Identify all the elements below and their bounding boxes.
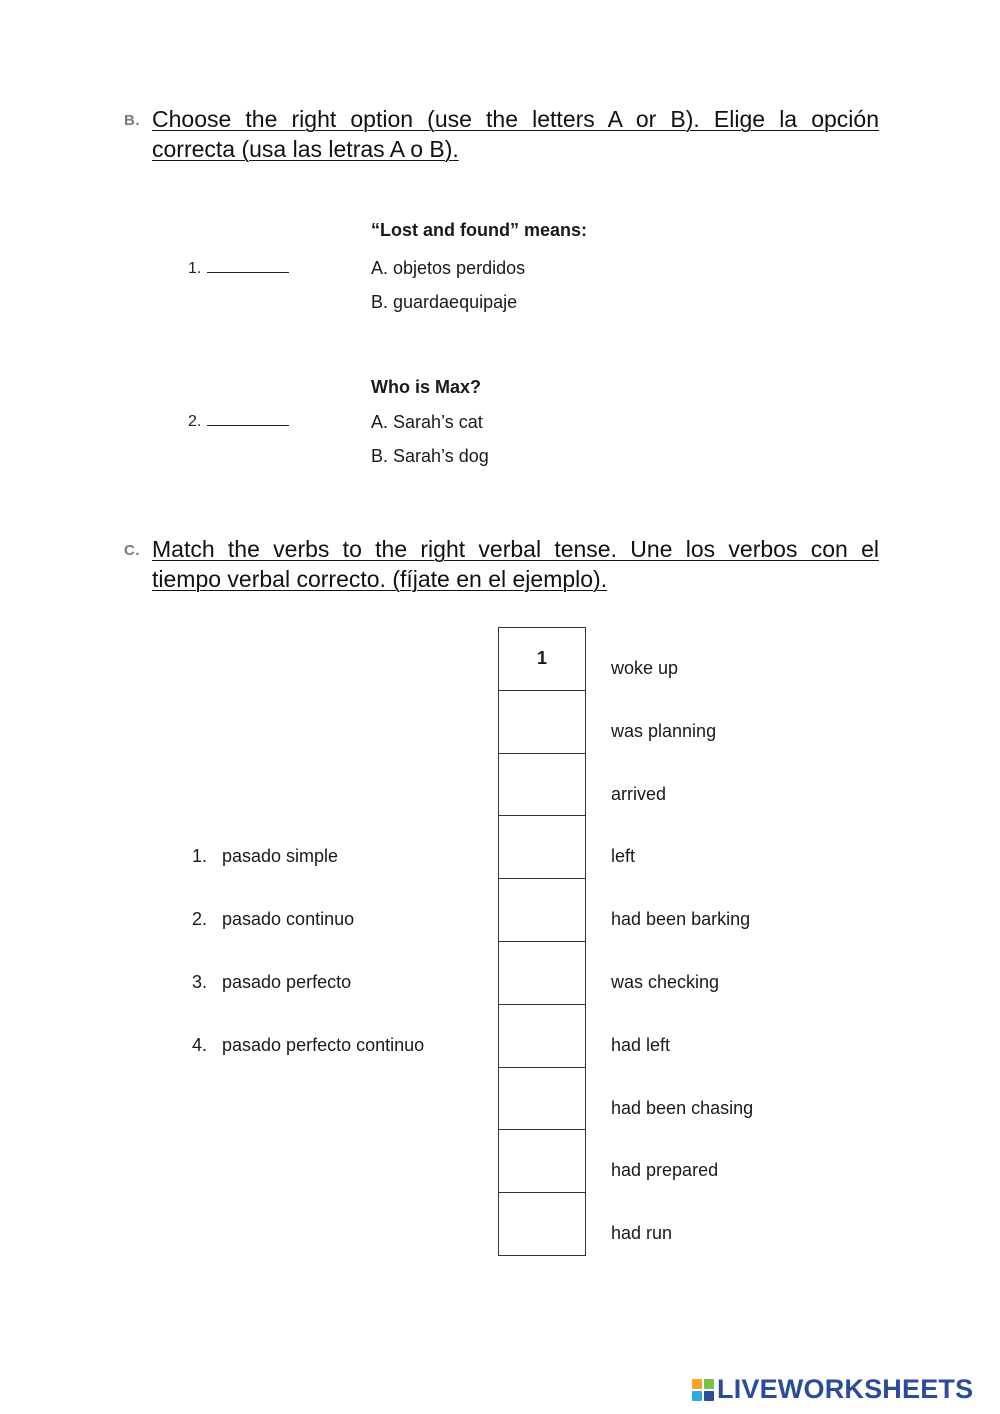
tense-number: 3. bbox=[192, 972, 208, 992]
section-c-letter: C. bbox=[124, 542, 140, 559]
verb-item: arrived bbox=[611, 783, 667, 804]
answer-box-3[interactable] bbox=[499, 753, 586, 816]
verb-item: had prepared bbox=[611, 1160, 719, 1181]
answer-box-9[interactable] bbox=[499, 1130, 586, 1193]
verb-item: left bbox=[611, 846, 636, 867]
liveworksheets-logo-text: LIVEWORKSHEETS bbox=[717, 1374, 974, 1404]
tense-item-1 bbox=[192, 846, 338, 867]
liveworksheets-logo bbox=[692, 1374, 973, 1405]
answer-box-6[interactable] bbox=[499, 941, 586, 1004]
section-c-instruction bbox=[152, 534, 879, 594]
section-c-instruction-line2: tiempo verbal correcto. (fíjate en el ejemplo). bbox=[152, 566, 608, 592]
tense-number: 1. bbox=[192, 846, 208, 866]
question-2-blank[interactable] bbox=[207, 411, 289, 426]
tense-number: 2. bbox=[192, 909, 208, 929]
logo-square bbox=[704, 1379, 714, 1389]
question-2-title: Who is Max? bbox=[371, 377, 482, 397]
tense-label: pasado perfecto bbox=[222, 972, 352, 992]
question-1-title: “Lost and found” means: bbox=[371, 220, 587, 240]
verb-item: had left bbox=[611, 1034, 671, 1055]
tense-label: pasado simple bbox=[222, 846, 339, 866]
logo-square bbox=[692, 1391, 702, 1401]
liveworksheets-logo-icon bbox=[692, 1379, 714, 1401]
answer-box-7[interactable] bbox=[499, 1004, 586, 1067]
question-2-option-a: A. Sarah’s cat bbox=[371, 412, 483, 432]
answer-box-1[interactable]: 1 bbox=[499, 628, 586, 691]
answer-box-8[interactable] bbox=[499, 1067, 586, 1130]
tense-label: pasado perfecto continuo bbox=[222, 1035, 425, 1055]
tense-item-3 bbox=[192, 972, 351, 993]
verb-item: had been chasing bbox=[611, 1097, 754, 1118]
question-1-option-a: A. objetos perdidos bbox=[371, 258, 526, 278]
question-1-number: 1. bbox=[188, 260, 202, 277]
question-2-option-b: B. Sarah’s dog bbox=[371, 446, 489, 466]
verb-item: had run bbox=[611, 1223, 673, 1244]
section-b-instruction-line1: Choose the right option (use the letters A or B). Elige la opción bbox=[152, 106, 879, 132]
answer-box-10[interactable] bbox=[499, 1193, 586, 1256]
section-b-instruction-line2: correcta (usa las letras A o B). bbox=[152, 136, 459, 162]
question-1-option-b: B. guardaequipaje bbox=[371, 292, 518, 312]
answer-box-5[interactable] bbox=[499, 879, 586, 942]
tense-label: pasado continuo bbox=[222, 909, 355, 929]
question-1-answer[interactable] bbox=[188, 258, 289, 278]
tense-item-2 bbox=[192, 909, 354, 930]
answer-box-2[interactable] bbox=[499, 690, 586, 753]
section-b-instruction bbox=[152, 104, 879, 164]
logo-square bbox=[692, 1379, 702, 1389]
verb-item: woke up bbox=[611, 658, 679, 678]
verb-item: was checking bbox=[611, 971, 720, 992]
section-c-instruction-line1: Match the verbs to the right verbal tense. Une los verbos con el bbox=[152, 536, 879, 562]
answer-boxes-table bbox=[498, 627, 586, 1256]
tense-number: 4. bbox=[192, 1035, 208, 1055]
question-1-blank[interactable] bbox=[207, 258, 289, 273]
verb-item: had been barking bbox=[611, 909, 751, 930]
question-2-answer[interactable] bbox=[188, 411, 289, 431]
verb-item: was planning bbox=[611, 720, 717, 741]
section-b-letter: B. bbox=[124, 112, 140, 129]
tense-item-4 bbox=[192, 1035, 424, 1056]
question-2-number: 2. bbox=[188, 413, 202, 430]
verbs-list bbox=[611, 637, 753, 1265]
answer-box-4[interactable] bbox=[499, 816, 586, 879]
logo-square bbox=[704, 1391, 714, 1401]
